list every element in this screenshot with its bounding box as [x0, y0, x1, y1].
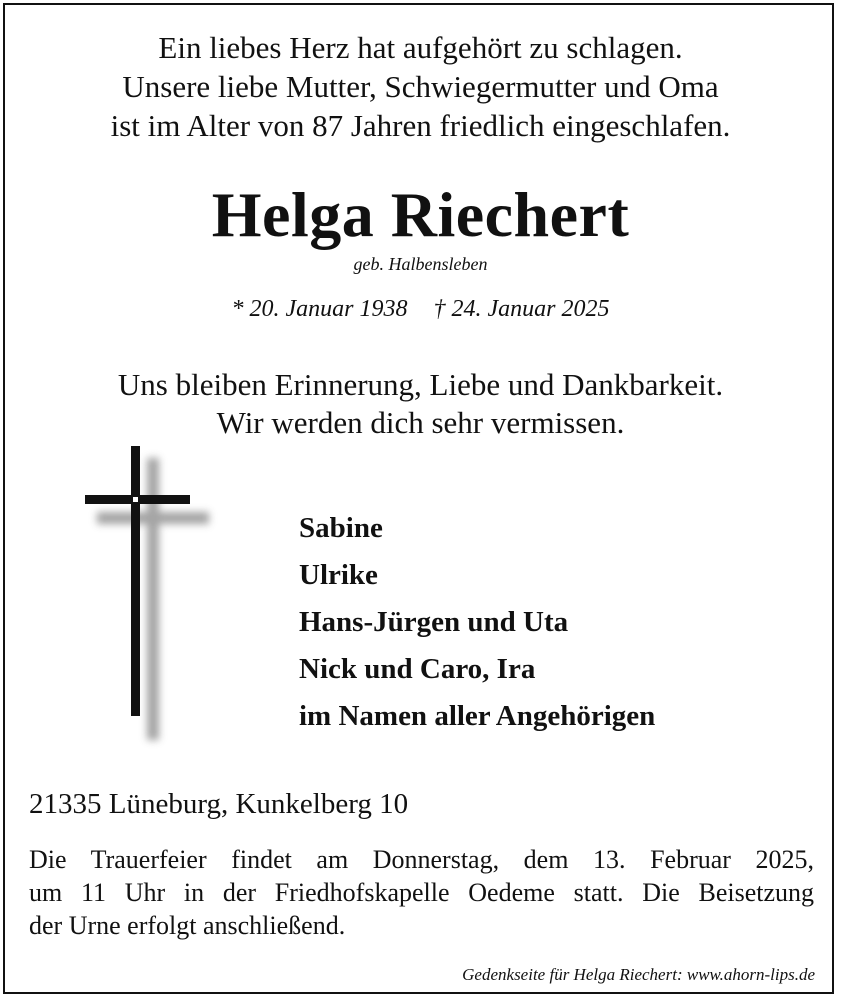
life-dates — [0, 293, 841, 325]
intro-line: ist im Alter von 87 Jahren friedlich eingeschlafen. — [110, 108, 731, 143]
ceremony-line: der Urne erfolgt anschließend. — [29, 911, 346, 940]
memorial-page-link[interactable]: Gedenkseite für Helga Riechert: www.ahorn-lips.de — [462, 965, 815, 984]
family-name: Ulrike — [299, 559, 378, 591]
ceremony-text — [29, 843, 814, 942]
ceremony-line: um 11 Uhr in der Friedhofskapelle Oedeme statt. Die Beisetzung — [29, 878, 814, 907]
family-signatures — [299, 505, 655, 740]
family-name: im Namen aller Angehörigen — [299, 700, 656, 732]
memory-line: Uns bleiben Erinnerung, Liebe und Dankbarkeit. — [117, 367, 724, 402]
death-date: † 24. Januar 2025 — [433, 296, 610, 322]
cross-body — [85, 446, 190, 716]
family-name: Hans-Jürgen und Uta — [299, 606, 569, 638]
cross-icon — [80, 440, 220, 750]
family-name: Sabine — [299, 512, 383, 544]
memory-line: Wir werden dich sehr vermissen. — [216, 405, 625, 440]
maiden-name: geb. Halbensleben — [353, 254, 488, 274]
intro-line: Ein liebes Herz hat aufgehört zu schlagen. — [158, 30, 683, 65]
deceased-name: Helga Riechert — [211, 179, 630, 250]
family-name: Nick und Caro, Ira — [299, 653, 536, 685]
address: 21335 Lüneburg, Kunkelberg 10 — [29, 788, 409, 820]
ceremony-line: Die Trauerfeier findet am Donnerstag, dem 13. Februar 2025, — [29, 845, 814, 874]
intro-text — [0, 28, 841, 145]
birth-date: * 20. Januar 1938 — [231, 296, 408, 322]
memory-text — [0, 366, 841, 442]
intro-line: Unsere liebe Mutter, Schwiegermutter und Oma — [122, 69, 719, 104]
